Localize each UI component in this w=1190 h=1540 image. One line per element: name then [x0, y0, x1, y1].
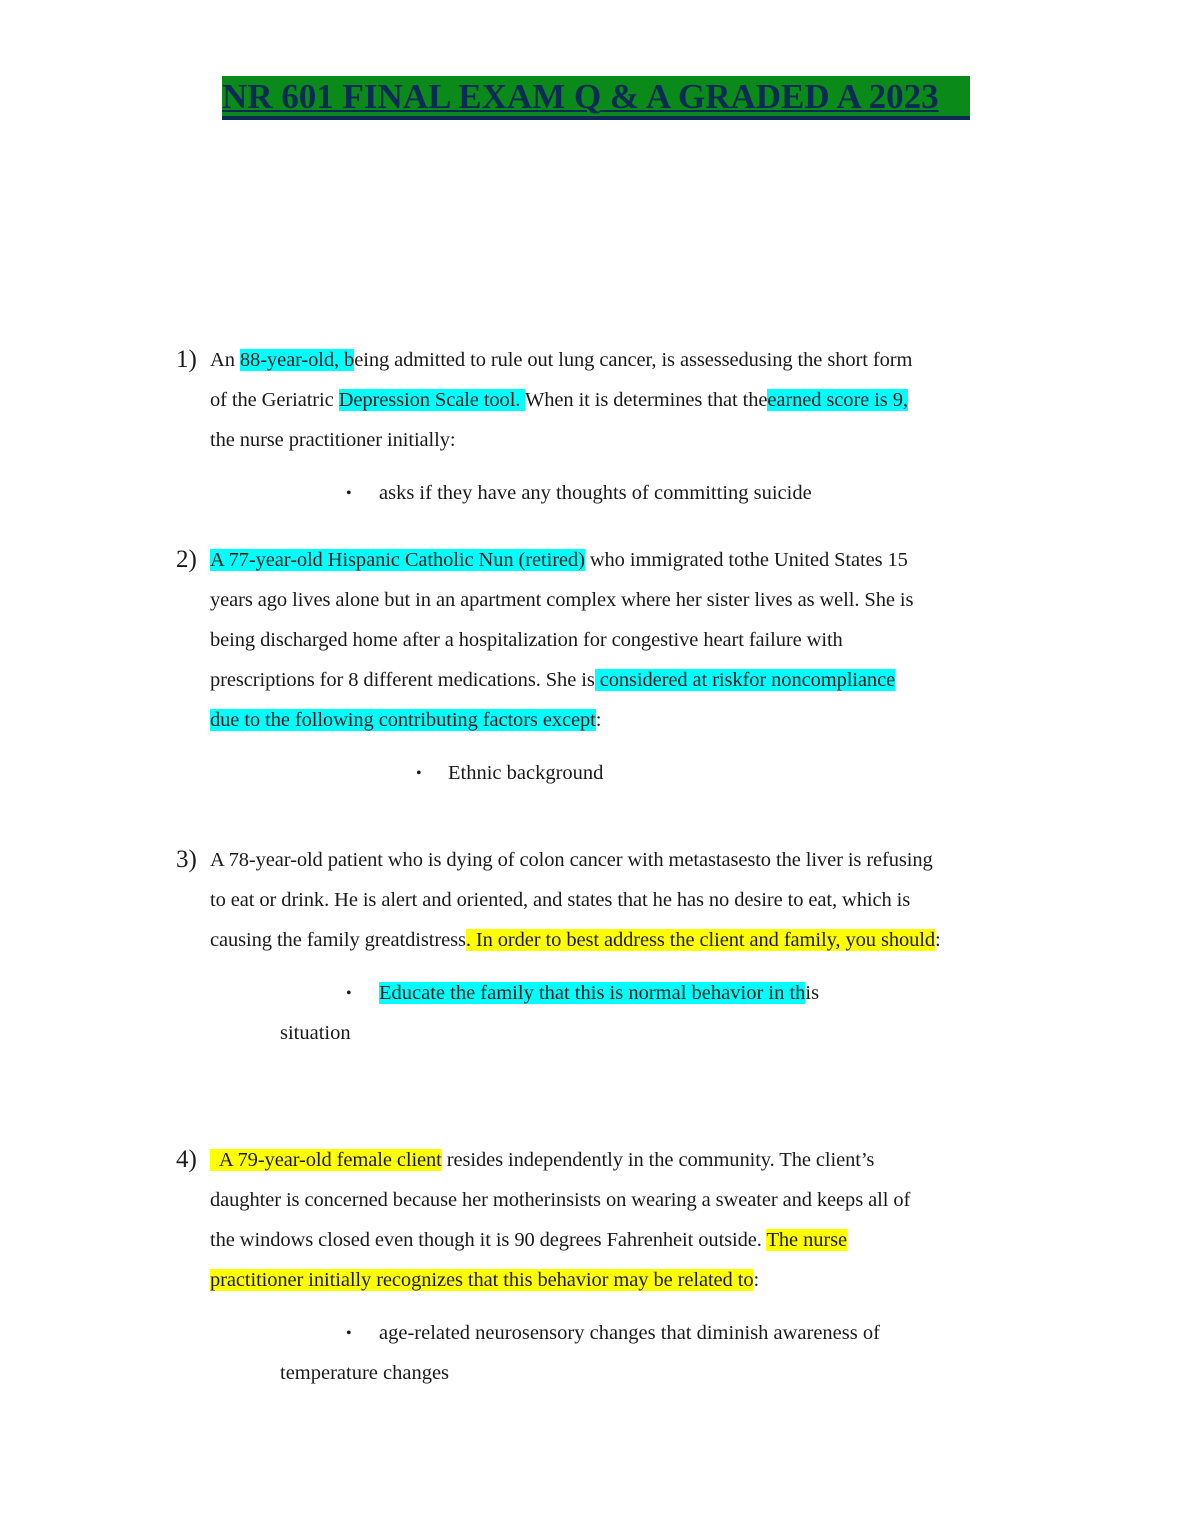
text-run: An [210, 349, 240, 371]
text-run: : [595, 709, 602, 731]
highlight-cyan: due to the following contributing factors except [210, 709, 596, 731]
answer-text: asks if they have any thoughts of committing suicide [379, 482, 812, 504]
question-number: 3) [176, 846, 197, 873]
highlight-cyan: earned score is 9, [767, 389, 908, 411]
question-number: 4) [176, 1146, 197, 1173]
answer-text [379, 973, 819, 1013]
text-run: the windows closed even though it is 90 degrees Fahrenheit outside. [210, 1229, 767, 1251]
text-run: resides independently in the community. The client’s [441, 1149, 875, 1171]
highlight-cyan: A 77-year-old Hispanic Catholic Nun (retired) [210, 549, 585, 571]
text-run: the nurse practitioner initially: [210, 429, 456, 451]
answer-text: Ethnic background [448, 762, 604, 784]
text-run: : [753, 1269, 760, 1291]
text-run: being discharged home after a hospitalization for congestive heart failure with [210, 629, 843, 651]
question-text [210, 340, 1060, 460]
text-run: : [935, 929, 941, 951]
highlight-yellow: practitioner initially recognizes that this behavior may be related [210, 1269, 738, 1291]
highlight-yellow: The nurse [766, 1229, 847, 1251]
question-number: 1) [176, 346, 197, 373]
document-title: NR 601 FINAL EXAM Q & A GRADED A 2023 [222, 76, 970, 120]
highlight-yellow: . In order to best address the client and family, you should [465, 929, 936, 951]
bullet-icon: • [416, 765, 422, 782]
question-number: 2) [176, 546, 197, 573]
answer-text: age-related neurosensory changes that diminish awareness of [379, 1322, 880, 1344]
text-run: When it is determines that the [525, 389, 768, 411]
highlight-yellow: A 79-year-old female client [210, 1149, 442, 1171]
bullet-icon: • [346, 1325, 352, 1342]
answer-continuation: situation [280, 1022, 351, 1044]
bullet-icon: • [346, 985, 352, 1002]
text-run: daughter is concerned because her motherinsists on wearing a sweater and keeps all of [210, 1189, 911, 1211]
bullet-icon: • [346, 485, 352, 502]
highlight-cyan: 88-year-old, b [239, 349, 355, 371]
highlight-cyan: considered at riskfor noncompliance [594, 669, 896, 691]
text-run: to eat or drink. He is alert and oriented, and states that he has no desire to eat, which is [210, 889, 911, 911]
text-run: eing admitted to rule out lung cancer, is assessedusing the short form [354, 349, 913, 371]
text-run: of the Geriatric [210, 389, 339, 411]
highlight-cyan: Educate the family that this is normal behavior in th [379, 982, 806, 1004]
text-run: years ago lives alone but in an apartment complex where her sister lives as well. She is [210, 589, 914, 611]
text-run: who immigrated tothe United States 15 [584, 549, 908, 571]
text-run: prescriptions for 8 different medications. She is [210, 669, 595, 691]
question-text [210, 1140, 1060, 1300]
text-run: A 78-year-old patient who is dying of colon cancer with metastasesto the liver is refusing [210, 849, 933, 871]
text-run: is [805, 982, 820, 1004]
question-text [210, 840, 1060, 960]
question-text [210, 540, 1060, 740]
answer-continuation: temperature changes [280, 1362, 450, 1384]
highlight-cyan: Depression Scale tool. [338, 389, 525, 411]
highlight-yellow: to [737, 1269, 754, 1291]
text-run: causing the family greatdistress [210, 929, 466, 951]
